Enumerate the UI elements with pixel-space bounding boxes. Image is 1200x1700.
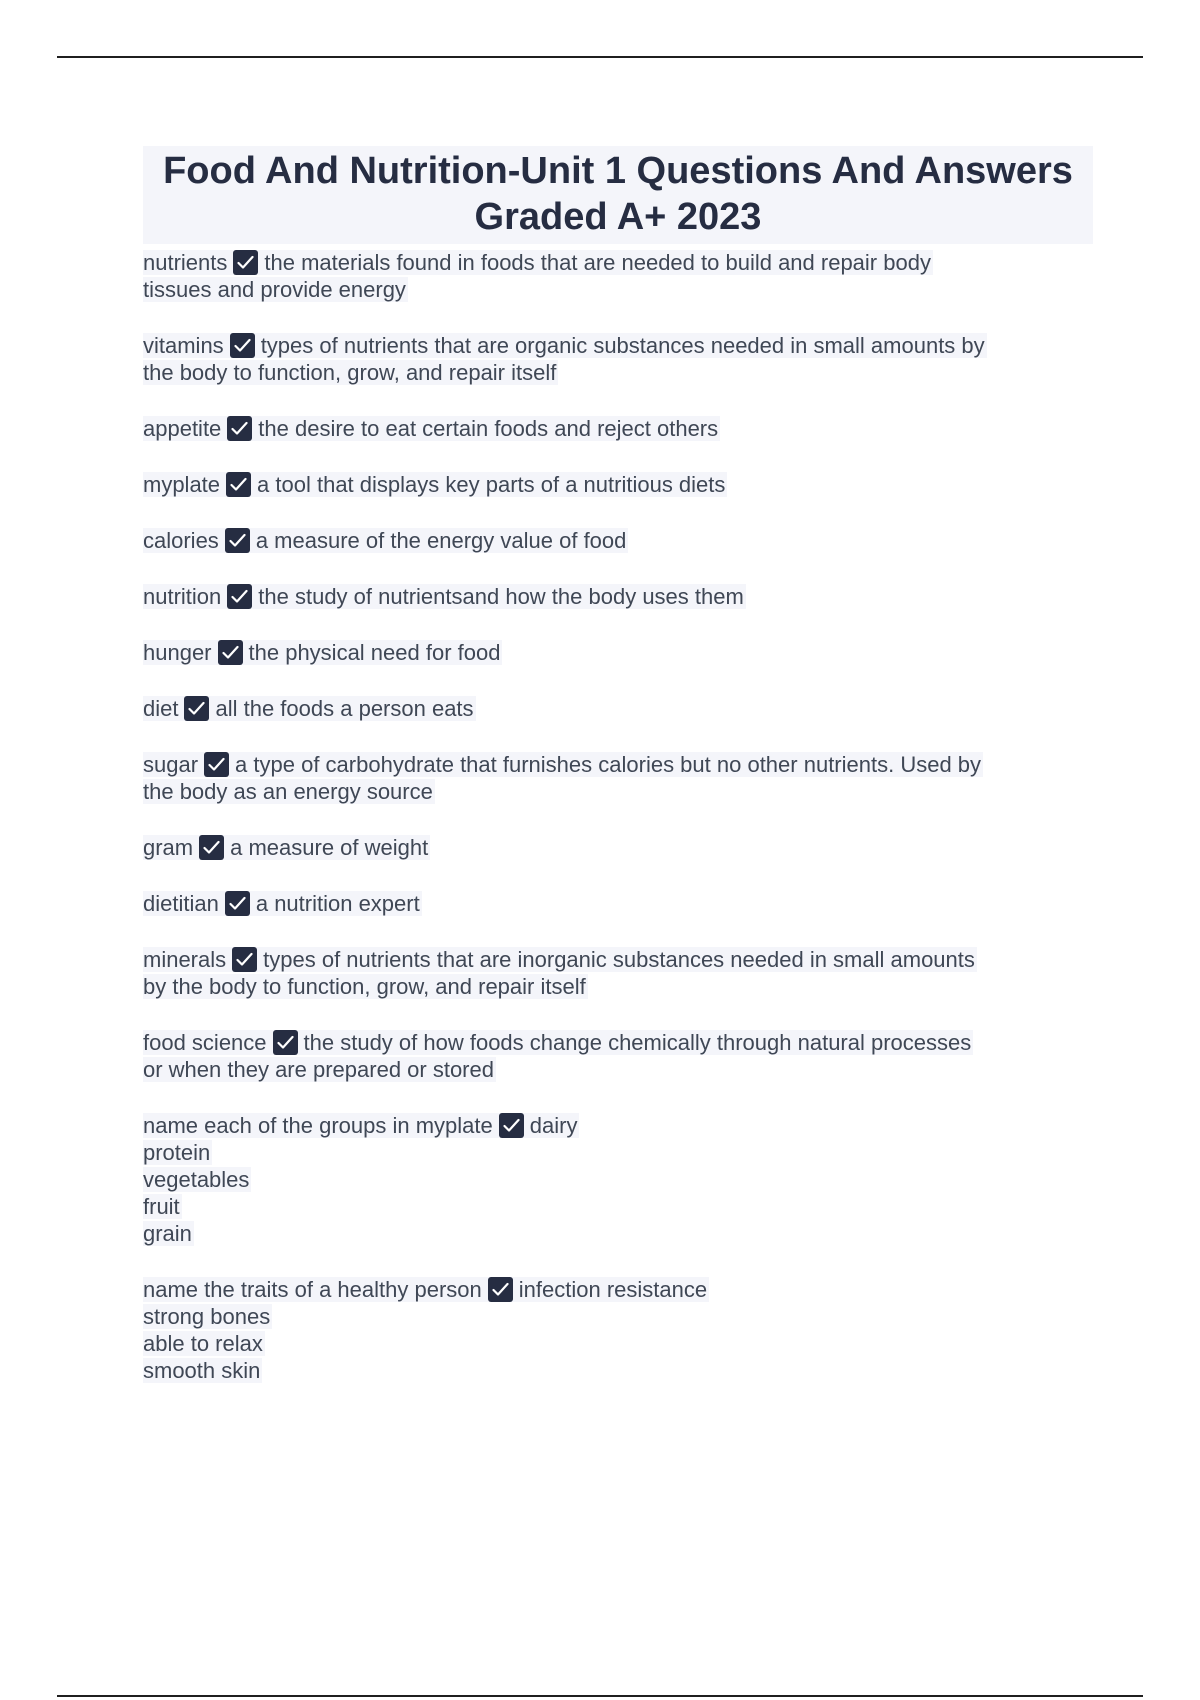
- entry-answer-line: [143, 973, 1093, 1000]
- highlighted-text: [143, 835, 430, 860]
- highlighted-text: [143, 1140, 212, 1165]
- check-box-icon: [226, 472, 251, 497]
- entry-term: minerals: [143, 947, 227, 972]
- highlighted-text: [143, 974, 588, 999]
- highlighted-text: [143, 752, 983, 777]
- highlighted-text: [143, 1358, 262, 1383]
- flashcard-entry: [143, 890, 1093, 917]
- entry-term: nutrients: [143, 250, 228, 275]
- entry-answer-line: [143, 1056, 1093, 1083]
- entry-answer: vegetables: [143, 1167, 250, 1192]
- entry-term: gram: [143, 835, 194, 860]
- entry-term: vitamins: [143, 333, 224, 358]
- flashcard-entry: [143, 527, 1093, 554]
- entry-answer-line: [143, 1139, 1093, 1166]
- entry-first-line: [143, 1029, 1093, 1056]
- document-title: Food And Nutrition-Unit 1 Questions And Answers Graded A+ 2023: [143, 146, 1093, 244]
- entry-first-line: [143, 751, 1093, 778]
- check-box-icon: [230, 333, 255, 358]
- entry-answer: protein: [143, 1140, 211, 1165]
- entry-term: dietitian: [143, 891, 219, 916]
- entry-answer: fruit: [143, 1194, 180, 1219]
- entry-answer-line: [143, 1357, 1093, 1384]
- highlighted-text: [143, 472, 727, 497]
- entry-answer-line: [143, 1220, 1093, 1247]
- highlighted-text: [143, 1057, 496, 1082]
- highlighted-text: [143, 1277, 709, 1302]
- entry-term: name each of the groups in myplate: [143, 1113, 493, 1138]
- check-box-icon: [227, 584, 252, 609]
- entry-answer: the study of nutrientsand how the body uses them: [258, 584, 744, 609]
- entry-answer: a type of carbohydrate that furnishes calories but no other nutrients. Used by: [235, 752, 982, 777]
- flashcard-list: [143, 249, 1093, 1384]
- highlighted-text: [143, 528, 628, 553]
- entry-term: name the traits of a healthy person: [143, 1277, 482, 1302]
- entry-answer: the body as an energy source: [143, 779, 433, 804]
- highlighted-text: [143, 1304, 272, 1329]
- highlighted-text: [143, 891, 422, 916]
- entry-first-line: [143, 471, 1093, 498]
- entry-answer: the desire to eat certain foods and reject others: [258, 416, 719, 441]
- entry-term: diet: [143, 696, 179, 721]
- check-box-icon: [488, 1277, 513, 1302]
- highlighted-text: [143, 640, 502, 665]
- highlighted-text: [143, 779, 435, 804]
- entry-answer-line: [143, 778, 1093, 805]
- entry-first-line: [143, 1112, 1093, 1139]
- check-box-icon: [273, 1030, 298, 1055]
- highlighted-text: [143, 277, 408, 302]
- entry-answer: types of nutrients that are inorganic substances needed in small amounts: [263, 947, 975, 972]
- flashcard-entry: [143, 834, 1093, 861]
- entry-answer: all the foods a person eats: [215, 696, 474, 721]
- entry-first-line: [143, 639, 1093, 666]
- entry-answer-line: [143, 1193, 1093, 1220]
- check-box-icon: [233, 250, 258, 275]
- document-body: [143, 146, 1093, 1384]
- entry-answer-line: [143, 359, 1093, 386]
- entry-term: hunger: [143, 640, 212, 665]
- highlighted-text: [143, 1030, 973, 1055]
- flashcard-entry: [143, 946, 1093, 1000]
- entry-term: appetite: [143, 416, 222, 441]
- entry-answer-line: [143, 1166, 1093, 1193]
- entry-first-line: [143, 1276, 1093, 1303]
- entry-term: myplate: [143, 472, 221, 497]
- entry-answer: grain: [143, 1221, 192, 1246]
- top-rule: [57, 56, 1143, 58]
- entry-answer: the body to function, grow, and repair itself: [143, 360, 557, 385]
- entry-term: sugar: [143, 752, 199, 777]
- entry-answer: smooth skin: [143, 1358, 261, 1383]
- highlighted-text: [143, 584, 746, 609]
- entry-term: calories: [143, 528, 219, 553]
- flashcard-entry: [143, 751, 1093, 805]
- entry-answer-line: [143, 276, 1093, 303]
- check-box-icon: [199, 835, 224, 860]
- entry-first-line: [143, 834, 1093, 861]
- flashcard-entry: [143, 1276, 1093, 1384]
- entry-answer: tissues and provide energy: [143, 277, 406, 302]
- highlighted-text: [143, 250, 933, 275]
- entry-answer-line: [143, 1303, 1093, 1330]
- entry-answer: a measure of the energy value of food: [255, 528, 627, 553]
- check-box-icon: [232, 947, 257, 972]
- entry-answer: types of nutrients that are organic substances needed in small amounts by: [260, 333, 985, 358]
- flashcard-entry: [143, 249, 1093, 303]
- flashcard-entry: [143, 583, 1093, 610]
- entry-term: food science: [143, 1030, 267, 1055]
- entry-answer: the study of how foods change chemically through natural processes: [303, 1030, 972, 1055]
- entry-first-line: [143, 890, 1093, 917]
- entry-answer: by the body to function, grow, and repair itself: [143, 974, 586, 999]
- highlighted-text: [143, 1194, 182, 1219]
- entry-first-line: [143, 695, 1093, 722]
- check-box-icon: [225, 891, 250, 916]
- flashcard-entry: [143, 1112, 1093, 1247]
- check-box-icon: [499, 1113, 524, 1138]
- highlighted-text: [143, 416, 720, 441]
- entry-term: nutrition: [143, 584, 222, 609]
- flashcard-entry: [143, 332, 1093, 386]
- entry-first-line: [143, 415, 1093, 442]
- entry-answer: the materials found in foods that are needed to build and repair body: [264, 250, 931, 275]
- bottom-rule: [57, 1695, 1143, 1697]
- highlighted-text: [143, 947, 977, 972]
- entry-first-line: [143, 332, 1093, 359]
- entry-first-line: [143, 527, 1093, 554]
- check-box-icon: [204, 752, 229, 777]
- entry-answer: a nutrition expert: [255, 891, 420, 916]
- highlighted-text: [143, 1167, 251, 1192]
- entry-answer: able to relax: [143, 1331, 263, 1356]
- entry-answer: the physical need for food: [248, 640, 501, 665]
- entry-answer: a measure of weight: [230, 835, 429, 860]
- flashcard-entry: [143, 639, 1093, 666]
- entry-first-line: [143, 583, 1093, 610]
- check-box-icon: [218, 640, 243, 665]
- entry-answer-line: [143, 1330, 1093, 1357]
- check-box-icon: [184, 696, 209, 721]
- entry-answer: dairy: [529, 1113, 578, 1138]
- entry-answer: a tool that displays key parts of a nutritious diets: [257, 472, 726, 497]
- highlighted-text: [143, 696, 476, 721]
- highlighted-text: [143, 1113, 579, 1138]
- flashcard-entry: [143, 1029, 1093, 1083]
- highlighted-text: [143, 1221, 194, 1246]
- flashcard-entry: [143, 471, 1093, 498]
- check-box-icon: [227, 416, 252, 441]
- entry-first-line: [143, 946, 1093, 973]
- flashcard-entry: [143, 415, 1093, 442]
- check-box-icon: [225, 528, 250, 553]
- entry-first-line: [143, 249, 1093, 276]
- flashcard-entry: [143, 695, 1093, 722]
- entry-answer: infection resistance: [518, 1277, 708, 1302]
- highlighted-text: [143, 1331, 265, 1356]
- entry-answer: strong bones: [143, 1304, 271, 1329]
- highlighted-text: [143, 333, 987, 358]
- entry-answer: or when they are prepared or stored: [143, 1057, 494, 1082]
- highlighted-text: [143, 360, 558, 385]
